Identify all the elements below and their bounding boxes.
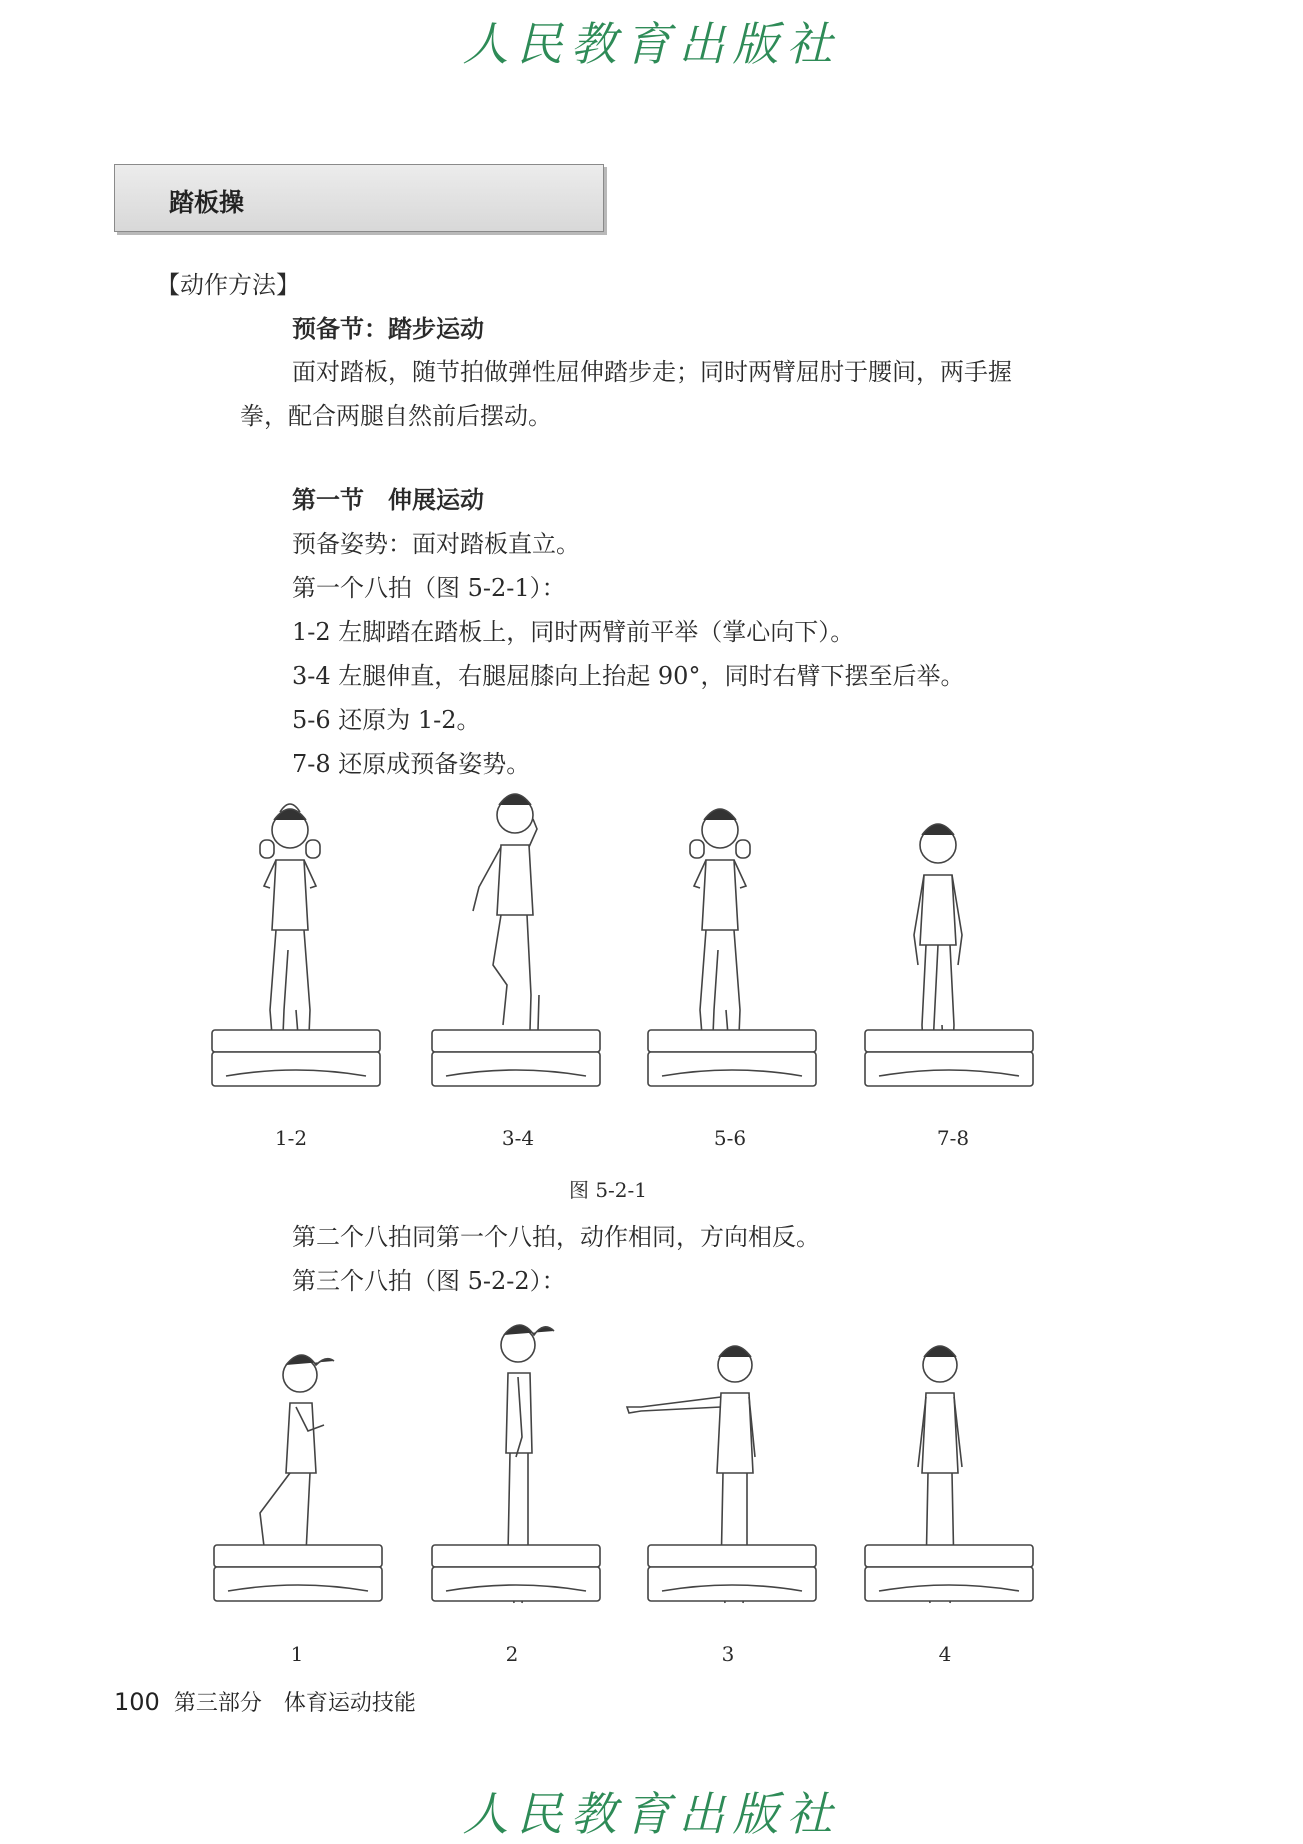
figure-step-label: 3-4 — [501, 1126, 535, 1150]
step-board — [865, 1030, 1033, 1086]
step-board — [432, 1545, 600, 1601]
gymnast-figure — [260, 804, 320, 1060]
gymnast-figure — [914, 824, 962, 1065]
gymnast-figure — [473, 794, 539, 1065]
figure-caption: 图 5-2-1 — [568, 1178, 648, 1202]
section-header-box — [114, 164, 604, 232]
method-heading: 【动作方法】 — [156, 271, 300, 299]
step-board — [212, 1030, 380, 1086]
figure-step-label: 5-6 — [713, 1126, 747, 1150]
section1-line: 7-8 还原成预备姿势。 — [292, 750, 531, 778]
figure-step-label: 7-8 — [936, 1126, 970, 1150]
section1-line: 1-2 左脚踏在踏板上，同时两臂前平举（掌心向下）。 — [292, 618, 855, 646]
section-title: 踏板操 — [169, 188, 245, 217]
step-board — [865, 1545, 1033, 1601]
figure-5-2-2-illustration — [200, 1305, 1060, 1625]
figure-5-2-1-illustration — [200, 790, 1060, 1100]
section1-line: 3-4 左腿伸直，右腿屈膝向上抬起 90°，同时右臂下摆至后举。 — [292, 662, 965, 690]
prep-title: 预备节：踏步运动 — [292, 315, 484, 343]
figure-step-label: 4 — [938, 1642, 952, 1666]
section1-line: 第一个八拍（图 5-2-1）： — [292, 574, 566, 602]
publisher-logo-top: 人民教育出版社 — [462, 17, 841, 71]
step-board — [432, 1030, 600, 1086]
prep-text-line2: 拳，配合两腿自然前后摆动。 — [240, 402, 552, 430]
figure-step-label: 3 — [721, 1642, 735, 1666]
part-title: 第三部分 体育运动技能 — [173, 1691, 416, 1716]
section1-line: 预备姿势：面对踏板直立。 — [292, 530, 580, 558]
gymnast-figure — [690, 809, 750, 1060]
figure-step-label: 2 — [505, 1642, 519, 1666]
figure-step-label: 1-2 — [274, 1126, 308, 1150]
step-board — [214, 1545, 382, 1601]
publisher-logo-bottom: 人民教育出版社 — [462, 1787, 841, 1841]
step-board — [648, 1545, 816, 1601]
figure-step-label: 1 — [290, 1642, 304, 1666]
gymnast-figure — [260, 1355, 334, 1563]
section1-title: 第一节 伸展运动 — [292, 486, 484, 514]
page-footer — [114, 1686, 416, 1717]
prep-text-line1: 面对踏板，随节拍做弹性屈伸踏步走；同时两臂屈肘于腰间，两手握 — [292, 358, 1012, 386]
step-board — [648, 1030, 816, 1086]
paragraph-line: 第三个八拍（图 5-2-2）： — [292, 1267, 566, 1295]
paragraph-line: 第二个八拍同第一个八拍，动作相同，方向相反。 — [292, 1223, 820, 1251]
page-number: 100 — [114, 1688, 160, 1716]
section1-line: 5-6 还原为 1-2。 — [292, 706, 481, 734]
